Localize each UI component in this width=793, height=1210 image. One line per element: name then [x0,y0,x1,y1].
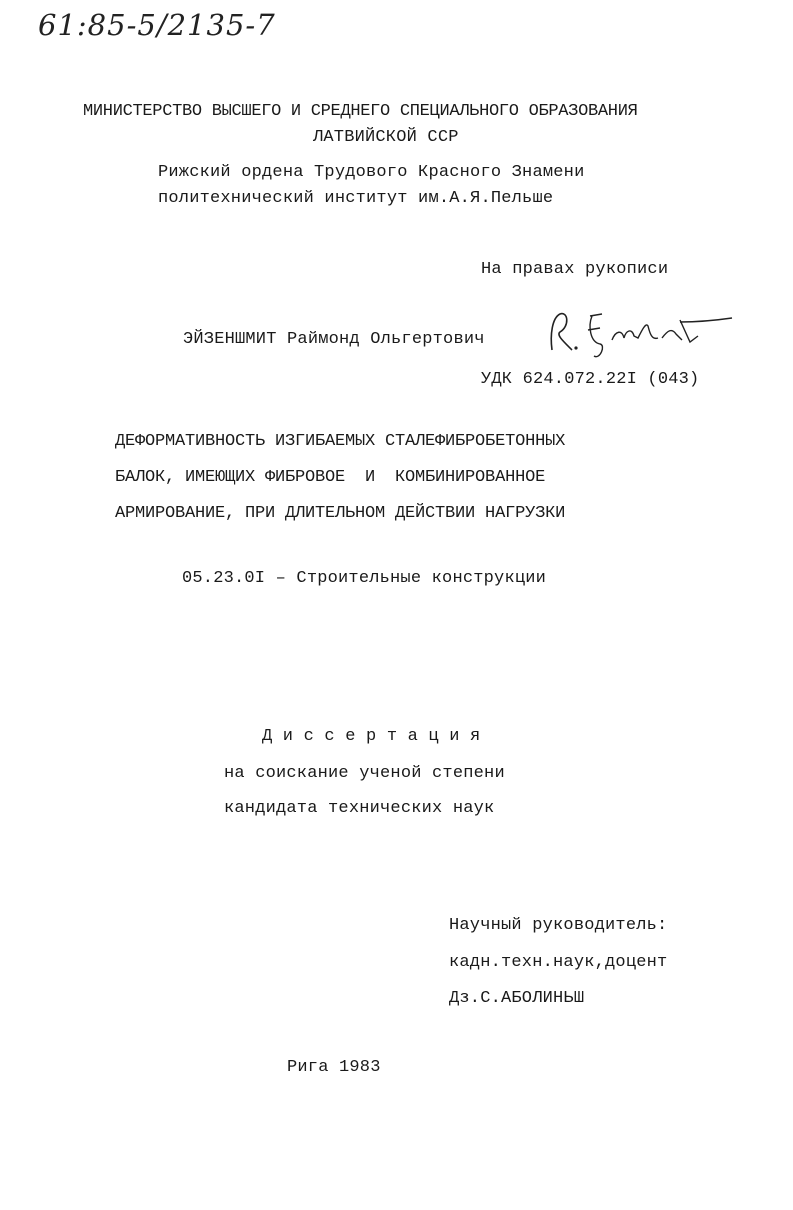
archive-code: 61:85-5/2135-7 [38,8,276,42]
title-line-3: АРМИРОВАНИЕ, ПРИ ДЛИТЕЛЬНОМ ДЕЙСТВИИ НАГРУЗКИ [115,504,566,523]
handwritten-signature [540,300,740,360]
institute-line-1: Рижский ордена Трудового Красного Знамени [158,163,585,182]
supervisor-label: Научный руководитель: [449,916,668,935]
specialty-code: 05.23.0I – Строительные конструкции [182,569,547,588]
supervisor-degree: кадн.техн.наук,доцент [449,953,668,972]
rights-note: На правах рукописи [481,260,669,279]
dissertation-heading: Д и с с е р т а ц и я [262,727,481,746]
dissertation-line-2: кандидата технических наук [224,799,495,818]
supervisor-name: Дз.С.АБОЛИНЬШ [449,989,585,1008]
ministry-line-2: ЛАТВИЙСКОЙ ССР [313,128,459,147]
author-name: ЭЙЗЕНШМИТ Раймонд Ольгертович [183,330,485,349]
title-line-1: ДЕФОРМАТИВНОСТЬ ИЗГИБАЕМЫХ СТАЛЕФИБРОБЕТОННЫХ [115,432,566,451]
udc-code: УДК 624.072.22I (043) [481,370,700,389]
title-line-2: БАЛОК, ИМЕЮЩИХ ФИБРОВОЕ И КОМБИНИРОВАННОЕ [115,468,546,487]
ministry-line-1: МИНИСТЕРСТВО ВЫСШЕГО И СРЕДНЕГО СПЕЦИАЛЬНОГО ОБРАЗОВАНИЯ [83,102,638,121]
institute-line-2: политехнический институт им.А.Я.Пельше [158,189,554,208]
place-year: Рига 1983 [287,1058,381,1077]
dissertation-line-1: на соискание ученой степени [224,764,505,783]
